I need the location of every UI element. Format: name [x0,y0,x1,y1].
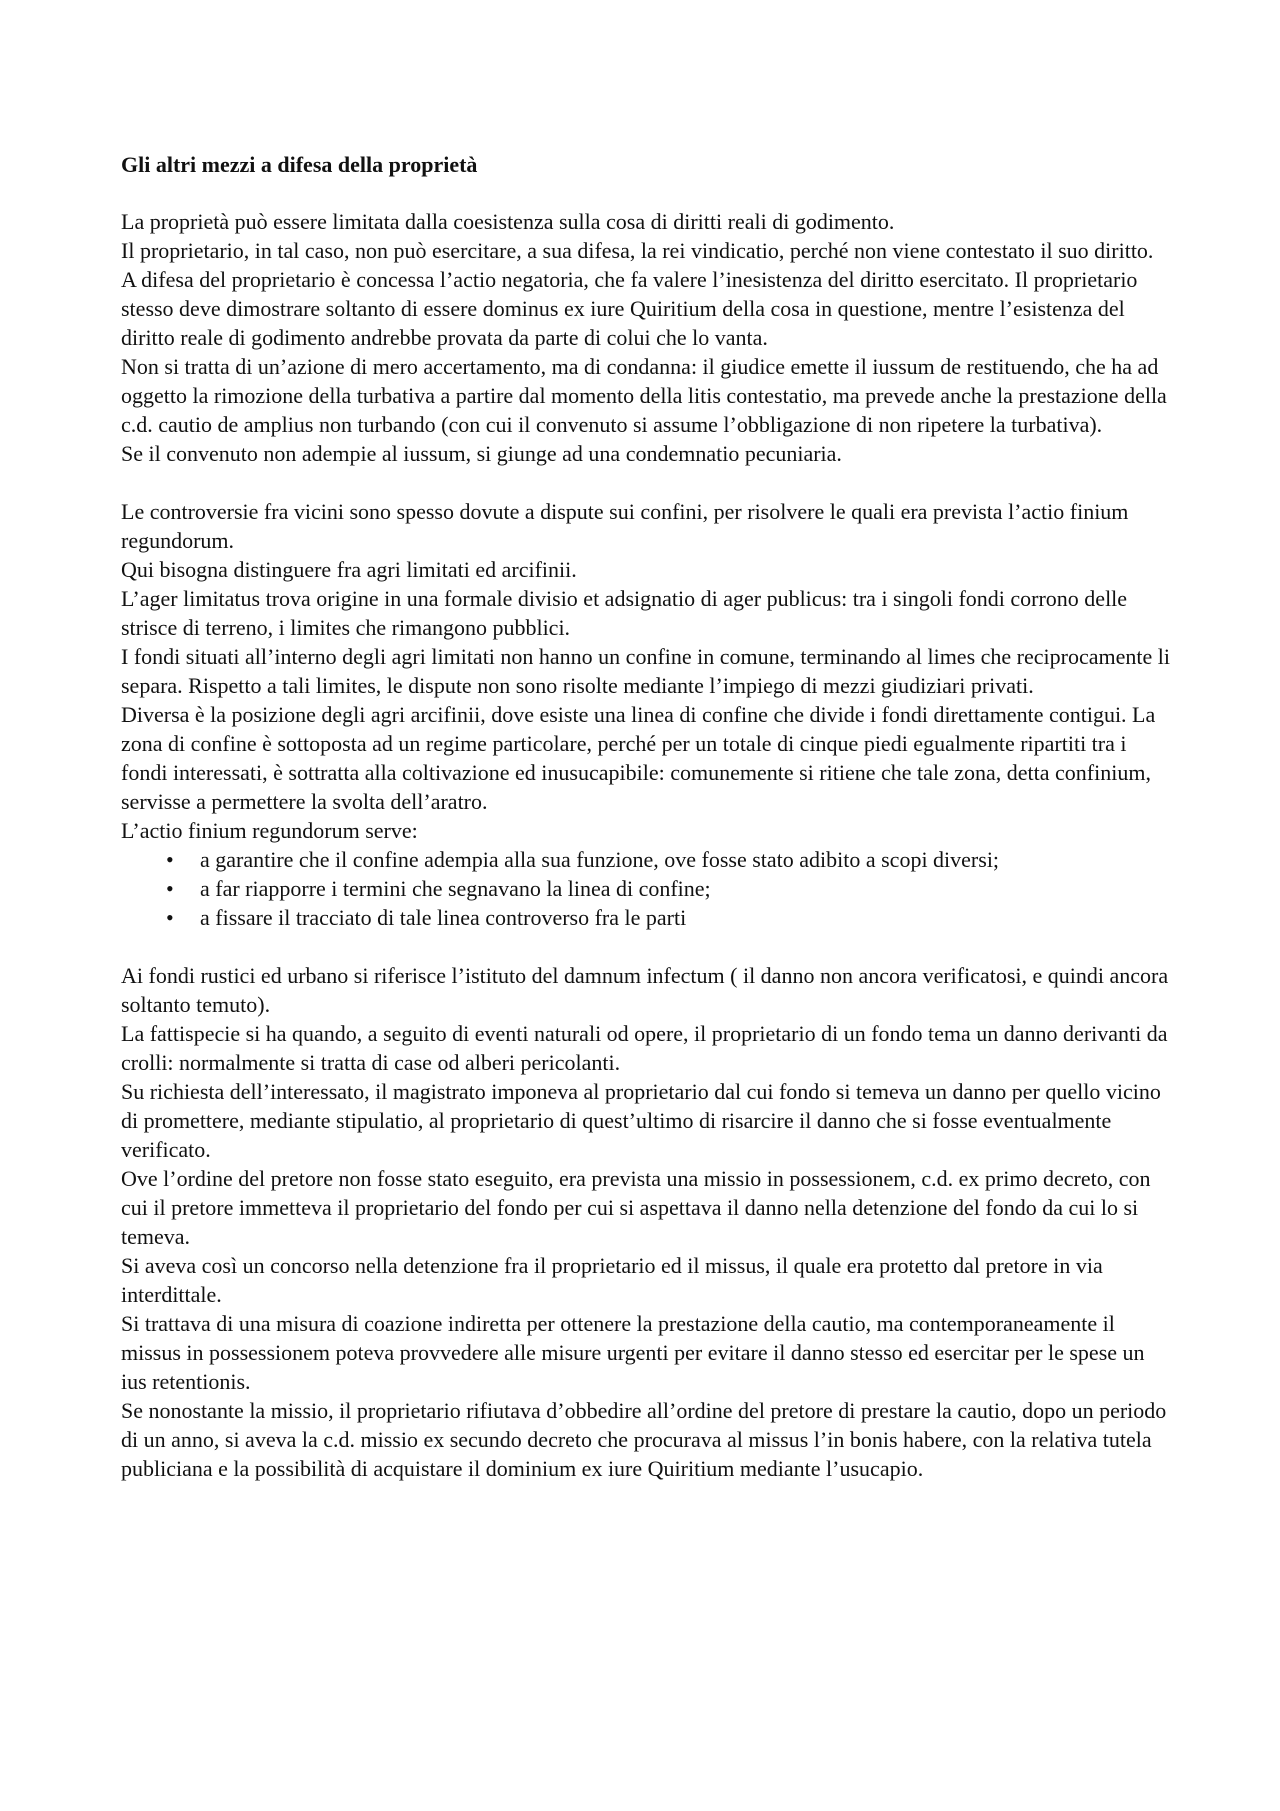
document-page [121,150,1171,1512]
paragraph: Su richiesta dell’interessato, il magistrato imponeva al proprietario dal cui fondo si temeva un danno per quello vicino di promettere, mediante stipulatio, al proprietario di quest’ultimo di risarcire il danno che si fosse eventualmente verificato. [121,1079,1161,1162]
paragraph: I fondi situati all’interno degli agri limitati non hanno un confine in comune, terminando al limes che reciprocamente li separa. Rispetto a tali limites, le dispute non sono risolte mediante l’impiego di mezzi giudiziari privati. [121,644,1170,698]
paragraph: A difesa del proprietario è concessa l’actio negatoria, che fa valere l’inesistenza del diritto esercitato. Il proprietario stesso deve dimostrare soltanto di essere dominus ex iure Quiritium della cosa in questione, mentre l’esistenza del diritto reale di godimento andrebbe provata da parte di colui che lo vanta. [121,267,1138,350]
section-damnum-infectum [121,961,1171,1483]
paragraph: Si aveva così un concorso nella detenzione fra il proprietario ed il missus, il quale era protetto dal pretore in via interdittale. [121,1253,1103,1307]
paragraph: Le controversie fra vicini sono spesso dovute a dispute sui confini, per risolvere le quali era prevista l’actio finium regundorum. [121,499,1129,553]
paragraph: L’ager limitatus trova origine in una formale divisio et adsignatio di ager publicus: tra i singoli fondi corrono delle strisce di terreno, i limites che rimangono pubblici. [121,586,1128,640]
section-actio-negatoria [121,207,1171,468]
paragraph: Se il convenuto non adempie al iussum, si giunge ad una condemnatio pecuniaria. [121,441,842,466]
document-title: Gli altri mezzi a difesa della proprietà [121,152,478,177]
paragraph: La fattispecie si ha quando, a seguito di eventi naturali od opere, il proprietario di un fondo tema un danno derivanti da crolli: normalmente si tratta di case od alberi pericolanti. [121,1021,1168,1075]
paragraph: Non si tratta di un’azione di mero accertamento, ma di condanna: il giudice emette il iussum de restituendo, che ha ad oggetto la rimozione della turbativa a partire dal momento della litis contestatio, ma prevede anche la prestazione della c.d. cautio de amplius non turbando (con cui il convenuto si assume l’obbligazione di non ripetere la turbativa). [121,354,1167,437]
section-actio-finium-regundorum [121,497,1171,932]
paragraph: Qui bisogna distinguere fra agri limitati ed arcifinii. [121,557,577,582]
bullet-list [121,845,1171,932]
bullet-item: • a garantire che il confine adempia alla sua funzione, ove fosse stato adibito a scopi diversi; [166,845,1171,874]
bullet-item: • a far riapporre i termini che segnavano la linea di confine; [166,874,1171,903]
paragraph: Il proprietario, in tal caso, non può esercitare, a sua difesa, la rei vindicatio, perché non viene contestato il suo diritto. [121,238,1154,263]
paragraph: L’actio finium regundorum serve: [121,818,418,843]
paragraph: Ai fondi rustici ed urbano si riferisce l’istituto del damnum infectum ( il danno non ancora verificatosi, e quindi ancora soltanto temuto). [121,963,1169,1017]
paragraph: La proprietà può essere limitata dalla coesistenza sulla cosa di diritti reali di godimento. [121,209,895,234]
paragraph: Si trattava di una misura di coazione indiretta per ottenere la prestazione della cautio, ma contemporaneamente il missus in possessionem poteva provvedere alle misure urgenti per evitare il danno stesso ed esercitar per le spese un ius retentionis. [121,1311,1145,1394]
paragraph: Diversa è la posizione degli agri arcifinii, dove esiste una linea di confine che divide i fondi direttamente contigui. La zona di confine è sottoposta ad un regime particolare, perché per un totale di cinque piedi egualmente ripartiti tra i fondi interessati, è sottratta alla coltivazione ed inusucapibile: comunemente si ritiene che tale zona, detta confinium, servisse a permettere la svolta dell’aratro. [121,702,1156,814]
paragraph: Se nonostante la missio, il proprietario rifiutava d’obbedire all’ordine del pretore di prestare la cautio, dopo un periodo di un anno, si aveva la c.d. missio ex secundo decreto che procurava al missus l’in bonis habere, con la relativa tutela publiciana e la possibilità di acquistare il dominium ex iure Quiritium mediante l’usucapio. [121,1398,1167,1481]
paragraph: Ove l’ordine del pretore non fosse stato eseguito, era prevista una missio in possessionem, c.d. ex primo decreto, con cui il pretore immetteva il proprietario del fondo per cui si aspettava il danno nella detenzione del fondo da cui lo si temeva. [121,1166,1151,1249]
bullet-item: • a fissare il tracciato di tale linea controverso fra le parti [166,903,1171,932]
